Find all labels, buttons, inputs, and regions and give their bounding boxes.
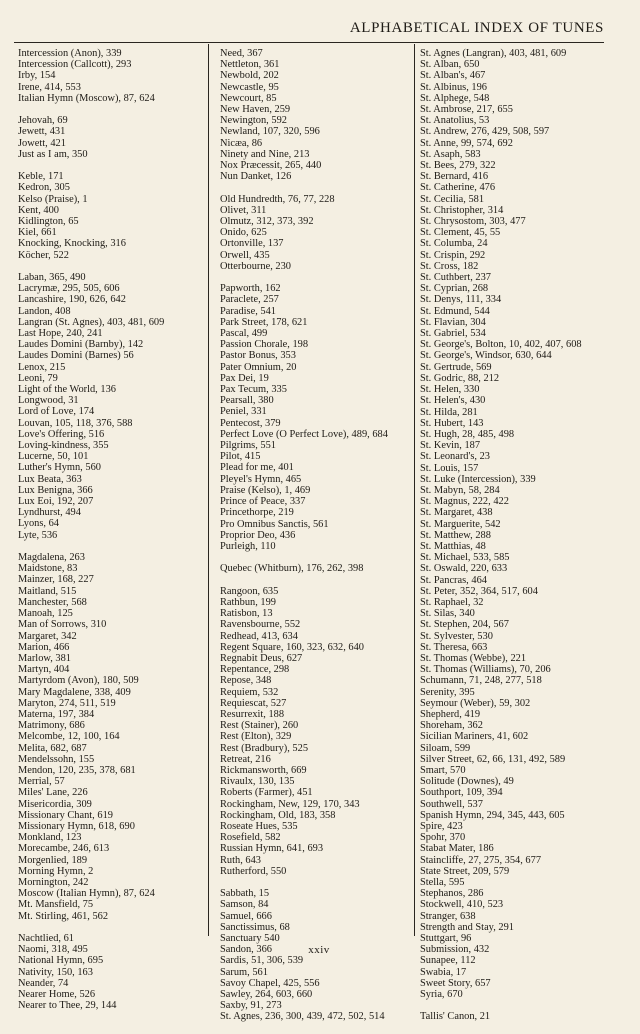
tune-entry: Margaret, 342 [18,630,77,642]
tune-entry: Papworth, 162 [220,283,281,295]
tune-entry: Praise (Kelso), 1, 469 [220,484,311,496]
tune-entry: Mornington, 242 [18,876,89,888]
tune-entry: Pilot, 415 [220,451,261,463]
tune-entry: Serenity, 395 [420,686,475,698]
tune-entry: St. Agnes (Langran), 403, 481, 609 [420,48,567,59]
index-letter-group [220,283,418,552]
tune-entry: Matrimony, 686 [18,720,85,732]
tune-entry: Lyte, 536 [18,529,58,541]
tune-entry: Swabia, 17 [420,966,467,978]
tune-entry: Mendelssohn, 155 [18,753,95,765]
tune-entry: Mt. Stirling, 461, 562 [18,910,109,922]
tune-entry: Lux Eoi, 192, 207 [18,496,94,508]
tune-entry: St. Hugh, 28, 485, 498 [420,428,515,440]
tune-entry: St. Clement, 45, 55 [420,227,501,239]
tune-entry: St. Pancras, 464 [420,574,487,586]
tune-entry: Saxby, 91, 273 [220,1000,282,1012]
tune-entry: Paradise, 541 [220,305,276,317]
tune-entry: Nun Danket, 126 [220,171,292,183]
tune-entry: Nearer Home, 526 [18,988,96,1000]
tune-entry: Miles' Lane, 226 [18,787,88,799]
tune-entry: St. Thomas (Williams), 70, 206 [420,664,551,676]
tune-entry: St. Silas, 340 [420,608,475,620]
tune-entry: New Haven, 259 [220,104,291,116]
tune-entry: Kent, 400 [18,204,59,216]
tune-entry: St. George's, Bolton, 10, 402, 407, 608 [420,339,582,351]
tune-entry: St. Alban, 650 [420,59,480,71]
tune-entry: Siloam, 599 [420,742,471,754]
tune-entry: Pleyel's Hymn, 465 [220,473,302,485]
tune-entry: Orwell, 435 [220,249,270,261]
tune-entry: Lancashire, 190, 626, 642 [18,294,126,306]
tune-entry: St. Helen's, 430 [420,395,486,407]
index-letter-group [18,171,210,261]
tune-entry: Repentance, 298 [220,664,290,676]
tune-entry: Kelso (Praise), 1 [18,193,88,205]
tune-entry: St. Anne, 99, 574, 692 [420,137,513,149]
tune-entry: Staincliffe, 27, 275, 354, 677 [420,854,542,866]
tune-entry: Keble, 171 [18,171,64,183]
tune-entry: Mt. Mansfield, 75 [18,899,94,911]
tune-entry: St. Cecilia, 581 [420,193,485,205]
tune-entry: Pilgrims, 551 [220,440,277,452]
tune-entry: Lenox, 215 [18,361,66,373]
tune-entry: St. Matthew, 288 [420,529,491,541]
tune-entry: Newcastle, 95 [220,81,279,93]
tune-entry: Smart, 570 [420,765,466,776]
tune-entry: Solitude (Downes), 49 [420,776,514,788]
tune-entry: Spanish Hymn, 294, 345, 443, 605 [420,809,565,821]
tune-entry: Ninety and Nine, 213 [220,148,310,160]
tune-entry: Plead for me, 401 [220,462,294,474]
tune-entry: St. Asaph, 583 [420,148,481,160]
index-letter-group [18,48,210,104]
tune-entry: St. Marguerite, 542 [420,518,501,530]
tune-entry: Nox Præcessit, 265, 440 [220,160,322,172]
tune-entry: Irby, 154 [18,70,56,82]
tune-entry: Lyons, 64 [18,518,59,530]
tune-entry: Morgenlied, 189 [18,854,88,866]
tune-entry: St. Cuthbert, 237 [420,272,492,284]
tune-entry: St. Flavian, 304 [420,316,486,328]
tune-entry: St. Thomas (Webbe), 221 [420,652,527,664]
tune-entry: Luther's Hymn, 560 [18,462,101,474]
tune-entry: Requiescat, 527 [220,697,287,709]
tune-entry: Newington, 592 [220,115,287,127]
tune-entry: St. Cross, 182 [420,260,479,272]
tune-entry: St. Hubert, 143 [420,417,484,429]
tune-entry: Naomi, 318, 495 [18,944,88,956]
tune-entry: Pastor Bonus, 353 [220,350,296,362]
header-rule [14,42,604,43]
tune-entry: Redhead, 413, 634 [220,630,298,642]
tune-entry: Loving-kindness, 355 [18,440,109,452]
page-header [14,18,604,42]
tune-entry: St. Luke (Intercession), 339 [420,473,536,485]
tune-entry: St. George's, Windsor, 630, 644 [420,350,552,362]
tune-entry: Olivet, 311 [220,204,267,216]
tune-entry: Mary Magdalene, 338, 409 [18,686,131,698]
tune-entry: Samson, 84 [220,899,269,911]
tune-entry: Sabbath, 15 [220,888,270,900]
tune-entry: Sanctissimus, 68 [220,921,290,933]
tune-entry: St. Hilda, 281 [420,406,478,418]
tune-entry: Nativity, 150, 163 [18,966,93,978]
tune-entry: Kiel, 661 [18,227,57,239]
tune-entry: Shoreham, 362 [420,720,483,732]
index-letter-group [18,115,210,160]
tune-entry: St. Godric, 88, 212 [420,372,500,384]
tune-entry: St. Agnes, 236, 300, 439, 472, 502, 514 [220,1011,385,1023]
tune-entry: Light of the World, 136 [18,384,116,396]
tune-entry: Passion Chorale, 198 [220,339,309,351]
tune-entry: Sardis, 51, 306, 539 [220,955,304,967]
tune-entry: Submission, 432 [420,944,490,956]
tune-entry: Schumann, 71, 248, 277, 518 [420,675,542,687]
tune-entry: Savoy Chapel, 425, 556 [220,977,320,989]
tune-entry: Melcombe, 12, 100, 164 [18,731,120,743]
tune-entry: St. Louis, 157 [420,462,479,474]
tune-entry: Rest (Stainer), 260 [220,720,299,732]
tune-entry: Mendon, 120, 235, 378, 681 [18,764,136,776]
tune-entry: Landon, 408 [18,305,71,317]
tune-entry: Strength and Stay, 291 [420,921,514,933]
tune-entry: Otterbourne, 230 [220,260,291,272]
tune-entry: Kedron, 305 [18,182,70,194]
tune-entry: Man of Sorrows, 310 [18,619,107,631]
tune-entry: Lacrymæ, 295, 505, 606 [18,283,120,295]
tune-entry: St. Edmund, 544 [420,305,490,317]
tune-entry: Ratisbon, 13 [220,608,273,620]
tune-entry: Proprior Deo, 436 [220,529,296,541]
tune-entry: St. Oswald, 220, 633 [420,563,508,575]
tune-entry: Lord of Love, 174 [18,406,95,418]
tune-entry: Pax Tecum, 335 [220,384,287,396]
tune-entry: Newland, 107, 320, 596 [220,126,320,138]
tune-entry: St. Matthias, 48 [420,540,486,552]
tune-entry: Sandon, 366 [220,944,272,956]
tune-entry: Monkland, 123 [18,832,82,844]
tune-entry: Need, 367 [220,48,263,59]
tune-entry: Morecambe, 246, 613 [18,843,110,855]
tune-entry: Requiem, 532 [220,686,279,698]
tune-entry: Merrial, 57 [18,776,65,788]
running-title: ALPHABETICAL INDEX OF TUNES [349,20,604,36]
tune-entry: St. Ambrose, 217, 655 [420,104,513,116]
tune-entry: Stabat Mater, 186 [420,843,494,855]
tune-entry: Pentecost, 379 [220,417,281,429]
tune-entry: Roseate Hues, 535 [220,820,298,832]
tune-entry: St. Magnus, 222, 422 [420,496,509,508]
tune-entry: Nearer to Thee, 29, 144 [18,1000,117,1012]
tune-entry: Seymour (Weber), 59, 302 [420,697,531,709]
tune-entry: Russian Hymn, 641, 693 [220,843,324,855]
index-column-1 [18,48,210,1023]
tune-entry: St. Stephen, 204, 567 [420,619,509,631]
tune-entry: St. Catherine, 476 [420,182,496,194]
tune-entry: Sweet Story, 657 [420,977,491,989]
tune-entry: St. Cyprian, 268 [420,283,489,295]
tune-entry: Laudes Domini (Barnby), 142 [18,339,144,351]
page-number: xxiv [308,944,330,956]
tune-entry: Materna, 197, 384 [18,708,95,720]
tune-entry: St. Michael, 533, 585 [420,552,510,564]
tune-entry: Rathbun, 199 [220,596,276,608]
tune-entry: St. Andrew, 276, 429, 508, 597 [420,126,550,138]
tune-entry: Laudes Domini (Barnes) 56 [18,350,134,362]
tune-entry: St. Sylvester, 530 [420,630,493,642]
tune-entry: St. Peter, 352, 364, 517, 604 [420,585,538,597]
tune-entry: Missionary Chant, 619 [18,809,113,821]
tune-entry: Melita, 682, 687 [18,742,87,754]
index-letter-group [420,1011,620,1022]
tune-entry: Magdalena, 263 [18,552,85,564]
tune-entry: Shepherd, 419 [420,708,481,720]
tune-entry: Jowett, 421 [18,137,66,149]
tune-entry: Jewett, 431 [18,126,66,138]
tune-entry: St. Christopher, 314 [420,204,504,216]
tune-entry: Nicæa, 86 [220,137,263,149]
tune-entry: Lux Beata, 363 [18,473,82,485]
tune-entry: Samuel, 666 [220,910,272,922]
tune-entry: Perfect Love (O Perfect Love), 489, 684 [220,428,388,440]
index-letter-group [220,586,418,877]
tune-entry: Intercession (Callcott), 293 [18,59,132,71]
tune-entry: Missionary Hymn, 618, 690 [18,820,135,832]
tune-entry: Prince of Peace, 337 [220,496,306,508]
tune-entry: St. Chrysostom, 303, 477 [420,216,526,228]
tune-entry: Onido, 625 [220,227,267,239]
tune-entry: Spohr, 370 [420,832,466,844]
tune-entry: Olmutz, 312, 373, 392 [220,216,314,228]
tune-entry: St. Gertrude, 569 [420,361,492,373]
tune-entry: Stella, 595 [420,877,465,889]
index-letter-group [220,48,418,182]
tune-entry: Maryton, 274, 511, 519 [18,697,116,709]
tune-entry: Pro Omnibus Sanctis, 561 [220,518,329,530]
tune-entry: Purleigh, 110 [220,540,276,552]
tune-entry: Mainzer, 168, 227 [18,574,94,586]
tune-entry: Longwood, 31 [18,395,79,407]
tune-entry: St. Helen, 330 [420,384,480,396]
tune-entry: Rickmansworth, 669 [220,764,307,776]
tune-entry: Kidlington, 65 [18,216,79,228]
tune-entry: Resurrexit, 188 [220,708,285,720]
index-letter-group [220,563,418,574]
tune-entry: Ortonville, 137 [220,238,284,250]
tune-entry: Stranger, 638 [420,910,476,922]
tune-entry: Retreat, 216 [220,753,271,765]
tune-entry: Stockwell, 410, 523 [420,899,504,911]
tune-entry: Rivaulx, 130, 135 [220,776,295,788]
tune-entry: Rest (Elton), 329 [220,731,292,743]
tune-entry: Morning Hymn, 2 [18,865,94,877]
tune-entry: Nachtlied, 61 [18,932,74,944]
tune-entry: Repose, 348 [220,675,272,687]
tune-entry: Pax Dei, 19 [220,372,269,384]
tune-entry: Ravensbourne, 552 [220,619,301,631]
tune-entry: Martyn, 404 [18,664,70,676]
index-letter-group [18,272,210,541]
index-letter-group [18,552,210,922]
tune-entry: Knocking, Knocking, 316 [18,238,126,250]
tune-entry: Manoah, 125 [18,608,73,620]
tune-entry: St. Bernard, 416 [420,171,489,183]
tune-entry: Roberts (Farmer), 451 [220,787,313,799]
tune-entry: Syria, 670 [420,989,463,1001]
tune-entry: Pearsall, 380 [220,395,274,407]
tune-entry: Rockingham, New, 129, 170, 343 [220,798,360,810]
tune-entry: St. Anatolius, 53 [420,115,490,127]
tune-entry: Sunapee, 112 [420,955,476,967]
tune-entry: Quebec (Whitburn), 176, 262, 398 [220,563,364,575]
tune-entry: Moscow (Italian Hymn), 87, 624 [18,888,155,900]
tune-entry: Sanctuary 540 [220,932,280,944]
tune-entry: St. Theresa, 663 [420,641,488,653]
tune-entry: St. Alban's, 467 [420,70,486,82]
tune-entry: Köcher, 522 [18,249,69,261]
tune-entry: Just as I am, 350 [18,148,88,160]
tune-entry: St. Margaret, 438 [420,507,493,519]
tune-entry: Rockingham, Old, 183, 358 [220,809,336,821]
tune-entry: Intercession (Anon), 339 [18,48,122,59]
tune-entry: Maitland, 515 [18,585,77,597]
tune-entry: Marlow, 381 [18,652,72,664]
tune-entry: Old Hundredth, 76, 77, 228 [220,193,335,205]
tune-entry: Langran (St. Agnes), 403, 481, 609 [18,316,165,328]
tune-entry: Pater Omnium, 20 [220,361,297,373]
index-column-3 [420,48,620,1034]
index-letter-group [18,933,210,1011]
tune-entry: Lux Benigna, 366 [18,484,93,496]
tune-entry: Spire, 423 [420,821,463,833]
tune-entry: Nettleton, 361 [220,59,280,71]
tune-entry: Marion, 466 [18,641,70,653]
tune-entry: Sarum, 561 [220,966,268,978]
tune-entry: St. Kevin, 187 [420,440,481,452]
tune-entry: Leoni, 79 [18,372,58,384]
tune-entry: Rutherford, 550 [220,865,287,877]
tune-entry: Paraclete, 257 [220,294,279,306]
index-letter-group [220,194,418,272]
tune-entry: Pascal, 499 [220,328,268,340]
tune-entry: State Street, 209, 579 [420,865,510,877]
tune-entry: St. Crispin, 292 [420,249,486,261]
tune-entry: Silver Street, 62, 66, 131, 492, 589 [420,753,566,765]
tune-entry: Sawley, 264, 603, 660 [220,988,313,1000]
tune-entry: Laban, 365, 490 [18,272,86,284]
tune-entry: St. Albinus, 196 [420,81,487,93]
tune-entry: Irene, 414, 553 [18,81,81,93]
tune-entry: Martyrdom (Avon), 180, 509 [18,675,139,687]
tune-entry: Peniel, 331 [220,406,267,418]
tune-entry: Rangoon, 635 [220,585,279,597]
tune-entry: Neander, 74 [18,977,69,989]
tune-entry: Stephanos, 286 [420,888,484,900]
tune-entry: St. Leonard's, 23 [420,451,490,463]
tune-entry: St. Alphege, 548 [420,92,490,104]
tune-entry: Sicilian Mariners, 41, 602 [420,731,529,743]
index-letter-group [420,48,620,1000]
tune-entry: Jehovah, 69 [18,115,68,127]
tune-entry: Love's Offering, 516 [18,428,105,440]
tune-entry: Louvan, 105, 118, 376, 588 [18,417,133,429]
tune-entry: St. Gabriel, 534 [420,328,486,340]
tune-entry: Tallis' Canon, 21 [420,1011,491,1023]
tune-entry: Stuttgart, 96 [420,933,472,945]
tune-entry: Manchester, 568 [18,596,87,608]
tune-entry: Newcourt, 85 [220,92,277,104]
tune-entry: St. Raphael, 32 [420,596,484,608]
tune-entry: Rosefield, 582 [220,832,281,844]
tune-entry: Last Hope, 240, 241 [18,328,103,340]
tune-entry: St. Bees, 279, 322 [420,160,496,172]
tune-entry: Lyndhurst, 494 [18,507,81,519]
index-column-2 [220,48,418,1034]
tune-entry: Misericordia, 309 [18,798,92,810]
tune-entry: Regent Square, 160, 323, 632, 640 [220,641,365,653]
tune-entry: Regnabit Deus, 627 [220,652,303,664]
tune-entry: Italian Hymn (Moscow), 87, 624 [18,92,155,104]
tune-entry: Southport, 109, 394 [420,787,503,799]
tune-entry: Park Street, 178, 621 [220,316,308,328]
tune-entry: National Hymn, 695 [18,955,104,967]
tune-entry: Rest (Bradbury), 525 [220,742,309,754]
tune-entry: St. Denys, 111, 334 [420,294,502,306]
tune-entry: Southwell, 537 [420,798,483,810]
tune-entry: Maidstone, 83 [18,563,78,575]
tune-entry: St. Columba, 24 [420,238,488,250]
tune-entry: Lucerne, 50, 101 [18,451,89,463]
tune-entry: Newbold, 202 [220,70,279,82]
tune-entry: Ruth, 643 [220,854,261,866]
tune-entry: St. Mabyn, 58, 284 [420,484,500,496]
tune-entry: Princethorpe, 219 [220,507,294,519]
